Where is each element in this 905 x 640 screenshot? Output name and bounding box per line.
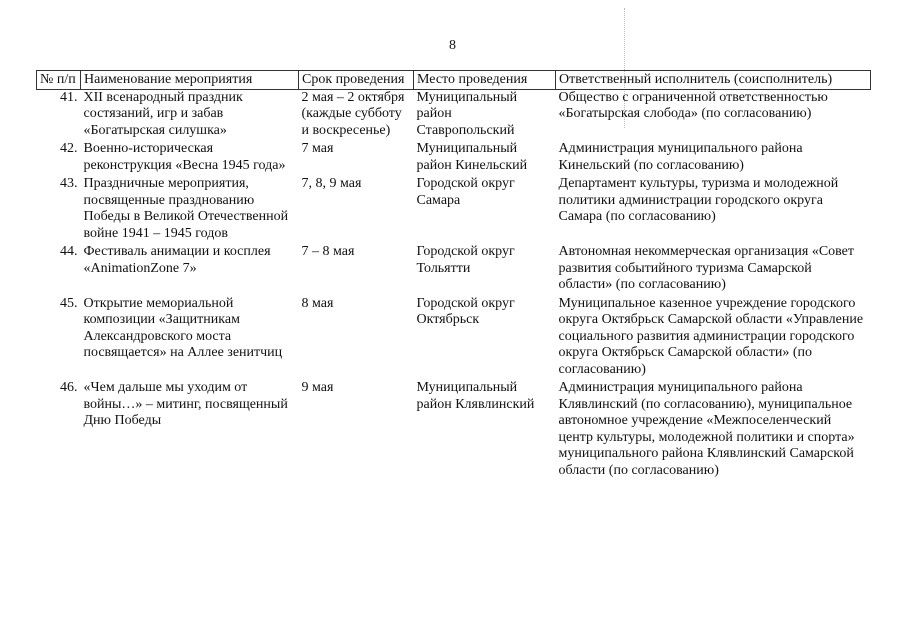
row-name: Фестиваль анимации и косплея «AnimationZone 7» — [83, 244, 271, 276]
row-date: 7 – 8 мая — [301, 244, 355, 259]
row-responsible: Общество с ограниченной ответственностью «Богатырская слобода» (по согласованию) — [558, 89, 828, 121]
row-place: Городской округ Тольятти — [416, 244, 515, 276]
row-place: Городской округ Октябрьск — [416, 295, 515, 327]
row-date: 2 мая – 2 октября (каждые субботу и воскресенье) — [301, 89, 405, 138]
table-row — [37, 89, 871, 141]
row-num: 44. — [60, 244, 78, 259]
table-row — [37, 176, 871, 244]
page-number: 8 — [449, 38, 456, 53]
table-row — [37, 380, 871, 481]
table-row — [37, 296, 871, 381]
header-num: № п/п — [37, 71, 81, 90]
row-num: 43. — [60, 176, 78, 191]
row-date: 7 мая — [301, 141, 334, 156]
row-num: 45. — [60, 295, 78, 311]
row-num: 42. — [60, 141, 78, 156]
table-row — [37, 141, 871, 176]
row-responsible: Администрация муниципального района Кинельский (по согласованию) — [558, 141, 803, 173]
row-place: Городской округ Самара — [416, 176, 515, 208]
row-name: Праздничные мероприятия, посвященные празднованию Победы в Великой Отечественной войне 1941 – 1945 годов — [83, 176, 289, 241]
row-date: 8 мая — [301, 295, 334, 311]
header-name: Наименование мероприятия — [81, 71, 299, 90]
events-table — [36, 70, 871, 481]
row-name: XII всенародный праздник состязаний, игр и забав «Богатырская силушка» — [83, 89, 243, 138]
header-responsible: Ответственный исполнитель (соисполнитель) — [556, 71, 871, 90]
header-place: Место проведения — [414, 71, 556, 90]
row-responsible: Муниципальное казенное учреждение городского округа Октябрьск Самарской области «Управление социального развития администрации городского округа Октябрьск Самарской области» (по согласованию) — [558, 295, 864, 377]
row-name: Военно-историческая реконструкция «Весна 1945 года» — [83, 141, 286, 173]
row-num: 46. — [60, 380, 78, 395]
row-num: 41. — [60, 89, 78, 105]
table-header-row — [37, 71, 871, 90]
row-place: Муниципальный район Клявлинский — [416, 380, 535, 412]
row-place: Муниципальный район Ставропольский — [416, 89, 518, 138]
header-date: Срок проведения — [299, 71, 414, 90]
row-place: Муниципальный район Кинельский — [416, 141, 528, 173]
row-date: 9 мая — [301, 380, 334, 395]
row-responsible: Автономная некоммерческая организация «Совет развития событийного туризма Самарской области» (по согласованию) — [558, 244, 855, 292]
row-responsible: Администрация муниципального района Клявлинский (по согласованию), муниципальное автономное учреждение «Межпоселенческий центр культуры, молодежной политики и спорта» муниципального района Клявлинский Самарской области (по согласованию) — [558, 380, 855, 478]
row-name: «Чем дальше мы уходим от войны…» – митинг, посвященный Дню Победы — [83, 380, 288, 428]
row-date: 7, 8, 9 мая — [301, 176, 362, 191]
row-name: Открытие мемориальной композиции «Защитникам Александровского моста посвящается» на Аллее зенитчиц — [83, 295, 283, 360]
table-row — [37, 244, 871, 296]
row-responsible: Департамент культуры, туризма и молодежной политики администрации городского округа Самара (по согласованию) — [558, 176, 839, 224]
